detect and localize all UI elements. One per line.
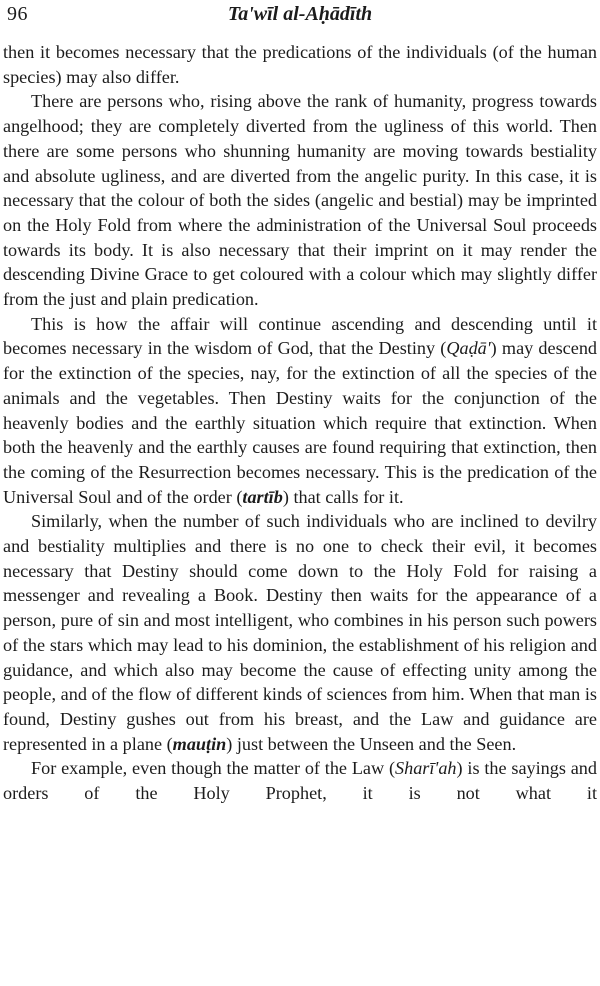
page-header	[3, 0, 597, 36]
body-text	[3, 40, 597, 806]
paragraph-text: ) that calls for it.	[282, 486, 404, 507]
paragraph-5	[3, 756, 597, 805]
paragraph-text: ) may descend for the extinction of the species, nay, for the extinction of all the species of the animals and the vegetables. Then Destiny waits for the conjunction of the heavenly bodies and the earthly situation which require that extinction. When both the heavenly and the earthly causes are found requiring that extinction, then the coming of the Resurrection becomes necessary. This is the predication of the Universal Soul and of the order (	[3, 338, 598, 507]
paragraph-text: then it becomes necessary that the predications of the individuals (of the human species) may also differ.	[3, 42, 597, 87]
term-shariah: Sharī'ah	[395, 758, 457, 779]
paragraph-text: There are persons who, rising above the rank of humanity, progress towards angelhood; they are completely diverted from the ugliness of this world. Then there are some persons who shunning humanity are moving towards bestiality and absolute ugliness, and are diverted from the angelic purity. In this case, it is necessary that the colour of both the sides (angelic and bestial) may be imprinted on the Holy Fold from where the administration of the Universal Soul proceeds towards its body. It is also necessary that their imprint on it may render the descending Divine Grace to get coloured with a colour which may slightly differ from the just and plain predication.	[3, 91, 597, 310]
paragraph-text: ) is the sayings and orders of the Holy Prophet, it is not what it	[3, 758, 597, 804]
term-tartib: tartīb	[242, 486, 283, 507]
paragraph-3	[3, 312, 597, 510]
running-title: Ta'wīl al-Aḥādīth	[227, 3, 373, 25]
paragraph-text: Similarly, when the number of such individuals who are inclined to devilry and bestiality multiplies and there is no one to check their evil, it becomes necessary that Destiny should come down to the Holy Fold for raising a messenger and revealing a Book. Destiny then waits for the appearance of a person, pure of sin and most intelligent, who combines in his person such powers of the stars which may lead to his dominion, the establishment of his religion and guidance, and which also may become the cause of effecting unity among the people, and of the flow of different kinds of sciences from him. When that man is found, Destiny gushes out from his breast, and the Law and guidance are represented in a plane (	[3, 511, 597, 754]
term-mautin: mauṭin	[172, 733, 227, 754]
paragraph-text: This is how the affair will continue ascending and descending until it becomes necessary in the wisdom of God, that the Destiny (	[3, 313, 597, 359]
paragraph-2	[3, 89, 597, 311]
paragraph-text: For example, even though the matter of the Law (	[31, 758, 396, 779]
paragraph-text: ) just between the Unseen and the Seen.	[226, 733, 517, 754]
paragraph-1	[3, 40, 597, 89]
paragraph-4	[3, 509, 597, 756]
term-qada: Qaḍā'	[446, 338, 491, 359]
page-number: 96	[7, 3, 28, 25]
